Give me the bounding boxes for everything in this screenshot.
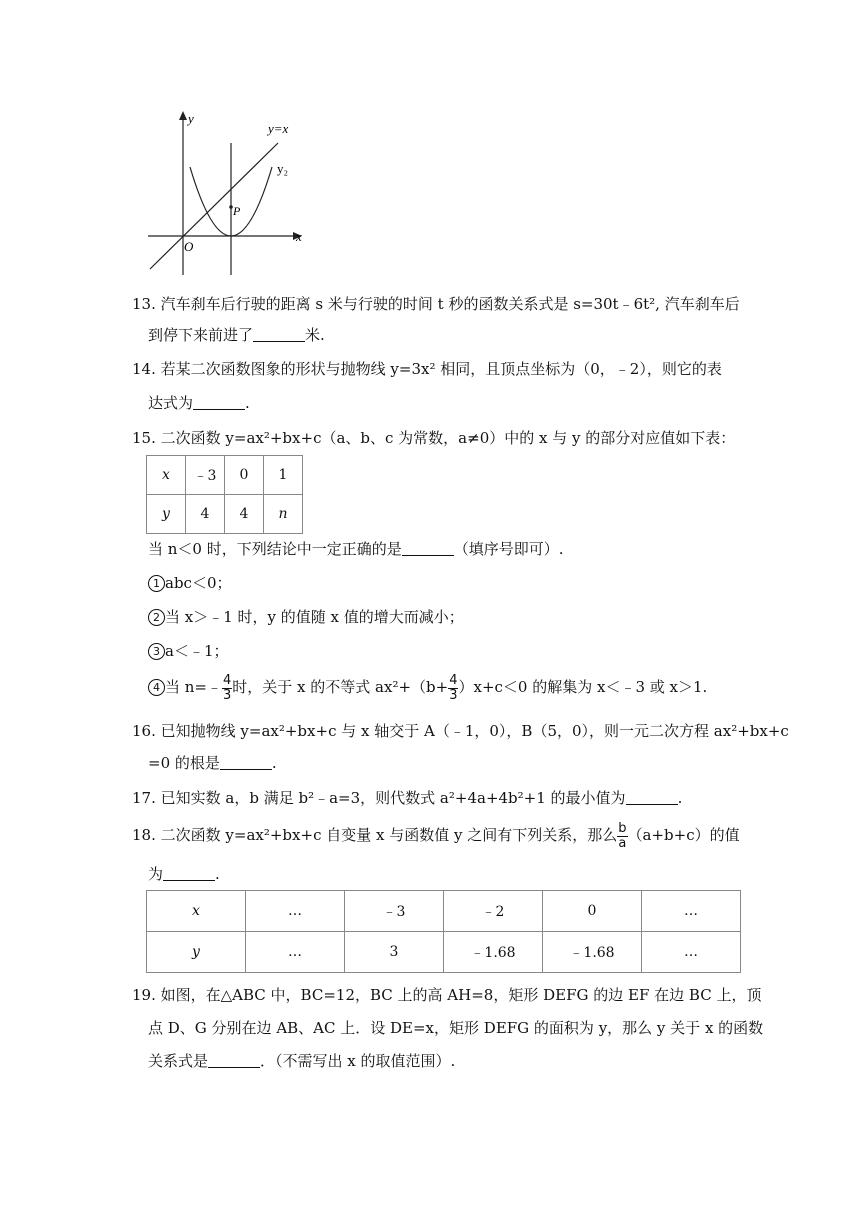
table-cell: ﹣2 (444, 891, 543, 932)
table-cell: ﹣3 (186, 456, 225, 495)
q15-opt1-text: abc＜0； (165, 574, 232, 592)
q15-opt3-text: a＜﹣1； (165, 642, 229, 660)
frac-num: 4 (449, 672, 458, 688)
q15-line1 (132, 428, 735, 448)
circled-number-1: 1 (148, 575, 165, 592)
curve-label: y₂ (277, 161, 289, 176)
table-cell: 1 (264, 456, 303, 495)
q14-text2: 达式为 (148, 394, 194, 412)
circled-number-4: 4 (148, 679, 165, 696)
q18-table (146, 890, 741, 973)
fraction-four-thirds (222, 674, 232, 703)
q19-line1 (132, 985, 761, 1005)
table-row (147, 495, 303, 534)
table-cell: y (147, 495, 186, 534)
y-axis-label: y (188, 111, 194, 126)
function-graph (140, 105, 320, 280)
q15-option-1 (148, 573, 232, 593)
table-row (147, 456, 303, 495)
q16-text2: =0 的根是 (148, 754, 220, 772)
y-axis-arrow (179, 111, 187, 120)
fraction-b-over-a (617, 822, 627, 851)
table-row (147, 891, 741, 932)
q14-answer-blank[interactable] (193, 395, 245, 410)
circled-number-3: 3 (148, 643, 165, 660)
fraction-four-thirds-2 (448, 674, 458, 703)
q14-line2 (148, 393, 250, 413)
table-cell: ﹣1.68 (444, 932, 543, 973)
q15-option-4 (148, 670, 707, 704)
q13-text2: 到停下来前进了 (148, 326, 254, 344)
q16-number: 16. (132, 722, 156, 740)
y-equals-x-line (150, 143, 278, 269)
q19-answer-blank[interactable] (208, 1053, 260, 1068)
q17-number: 17. (132, 789, 156, 807)
q18-answer-blank[interactable] (163, 866, 215, 881)
q15-option-2 (148, 607, 464, 627)
q16-text3: . (271, 754, 277, 772)
q17-line1 (132, 788, 682, 808)
q19-line3 (148, 1051, 455, 1071)
q18-number: 18. (132, 826, 156, 844)
q18-line1 (132, 818, 740, 852)
table-cell: 0 (225, 456, 264, 495)
q19-line2 (148, 1018, 763, 1038)
q15-text: 二次函数 y=ax²+bx+c（a、b、c 为常数，a≠0）中的 x 与 y 的部分对应值如下表： (160, 429, 736, 447)
q13-line1 (132, 294, 740, 314)
table-cell: 4 (186, 495, 225, 534)
q18-line2 (148, 864, 220, 884)
q13-line2 (148, 325, 325, 345)
q19-number: 19. (132, 986, 156, 1004)
table-cell: 4 (225, 495, 264, 534)
q15-opt2-text: 当 x＞﹣1 时，y 的值随 x 值的增大而减小； (165, 608, 464, 626)
q13-text3: 米. (305, 326, 325, 344)
q16-line1 (132, 721, 789, 741)
table-cell: … (642, 932, 741, 973)
q19-text2: 点 D、G 分别在边 AB、AC 上．设 DE=x，矩形 DEFG 的面积为 y，那么 y 关于 x 的函数 (148, 1019, 764, 1037)
q18-text: 二次函数 y=ax²+bx+c 自变量 x 与函数值 y 之间有下列关系，那么 (160, 826, 618, 844)
frac-den: a (618, 835, 627, 851)
q17-answer-blank[interactable] (626, 790, 678, 805)
q15-answer-blank[interactable] (402, 541, 454, 556)
q15-opt4-text1: 当 n=﹣ (165, 678, 222, 696)
table-cell: y (147, 932, 246, 973)
table-cell: ﹣3 (345, 891, 444, 932)
table-cell: … (246, 932, 345, 973)
q15-cond-text: 当 n＜0 时，下列结论中一定正确的是 (148, 540, 402, 558)
frac-den: 3 (449, 687, 458, 703)
q18-text3: 为 (148, 865, 164, 883)
q16-answer-blank[interactable] (220, 755, 272, 770)
q17-text: 已知实数 a，b 满足 b²﹣a=3，则代数式 a²+4a+4b²+1 的最小值为 (160, 789, 626, 807)
table-cell: ﹣1.68 (543, 932, 642, 973)
table-cell: n (264, 495, 303, 534)
q15-cond-text2: （填序号即可）. (453, 540, 564, 558)
q15-opt4-text3: ）x+c＜0 的解集为 x＜﹣3 或 x＞1. (458, 678, 708, 696)
table-cell: … (246, 891, 345, 932)
q14-text: 若某二次函数图象的形状与抛物线 y=3x² 相同，且顶点坐标为（0，﹣2），则它的表 (160, 360, 722, 378)
q13-text: 汽车刹车后行驶的距离 s 米与行驶的时间 t 秒的函数关系式是 s=30t﹣6t², 汽车刹车后 (160, 295, 740, 313)
line-label: y=x (268, 121, 289, 136)
q19-text: 如图，在△ABC 中，BC=12，BC 上的高 AH=8，矩形 DEFG 的边 EF 在边 BC 上，顶 (160, 986, 762, 1004)
table-cell: x (147, 456, 186, 495)
frac-num: 4 (223, 672, 232, 688)
circled-number-2: 2 (148, 609, 165, 626)
q15-number: 15. (132, 429, 156, 447)
q14-number: 14. (132, 360, 156, 378)
x-axis-label: x (296, 229, 302, 244)
point-p-label: P (233, 204, 241, 218)
q14-text3: . (245, 394, 250, 412)
table-cell: x (147, 891, 246, 932)
q15-table (146, 455, 303, 534)
frac-den: 3 (223, 687, 232, 703)
origin-label: O (184, 239, 194, 254)
q17-text2: . (677, 789, 683, 807)
q13-number: 13. (132, 295, 156, 313)
table-cell: … (642, 891, 741, 932)
q16-line2 (148, 753, 277, 773)
q15-opt4-text2: 时，关于 x 的不等式 ax²+（b+ (232, 678, 449, 696)
table-cell: 3 (345, 932, 444, 973)
q16-text: 已知抛物线 y=ax²+bx+c 与 x 轴交于 A（﹣1，0），B（5，0），则一元二次方程 ax²+bx+c (160, 722, 789, 740)
q19-text4: ．（不需写出 x 的取值范围）. (260, 1052, 456, 1070)
q18-text2: （a+b+c）的值 (627, 826, 740, 844)
q15-condition (148, 539, 564, 559)
q18-text4: . (215, 865, 220, 883)
q14-line1 (132, 359, 722, 379)
q15-option-3 (148, 641, 229, 661)
table-row (147, 932, 741, 973)
frac-num: b (618, 820, 627, 836)
q13-answer-blank[interactable] (253, 327, 305, 342)
table-cell: 0 (543, 891, 642, 932)
q19-text3: 关系式是 (148, 1052, 209, 1070)
